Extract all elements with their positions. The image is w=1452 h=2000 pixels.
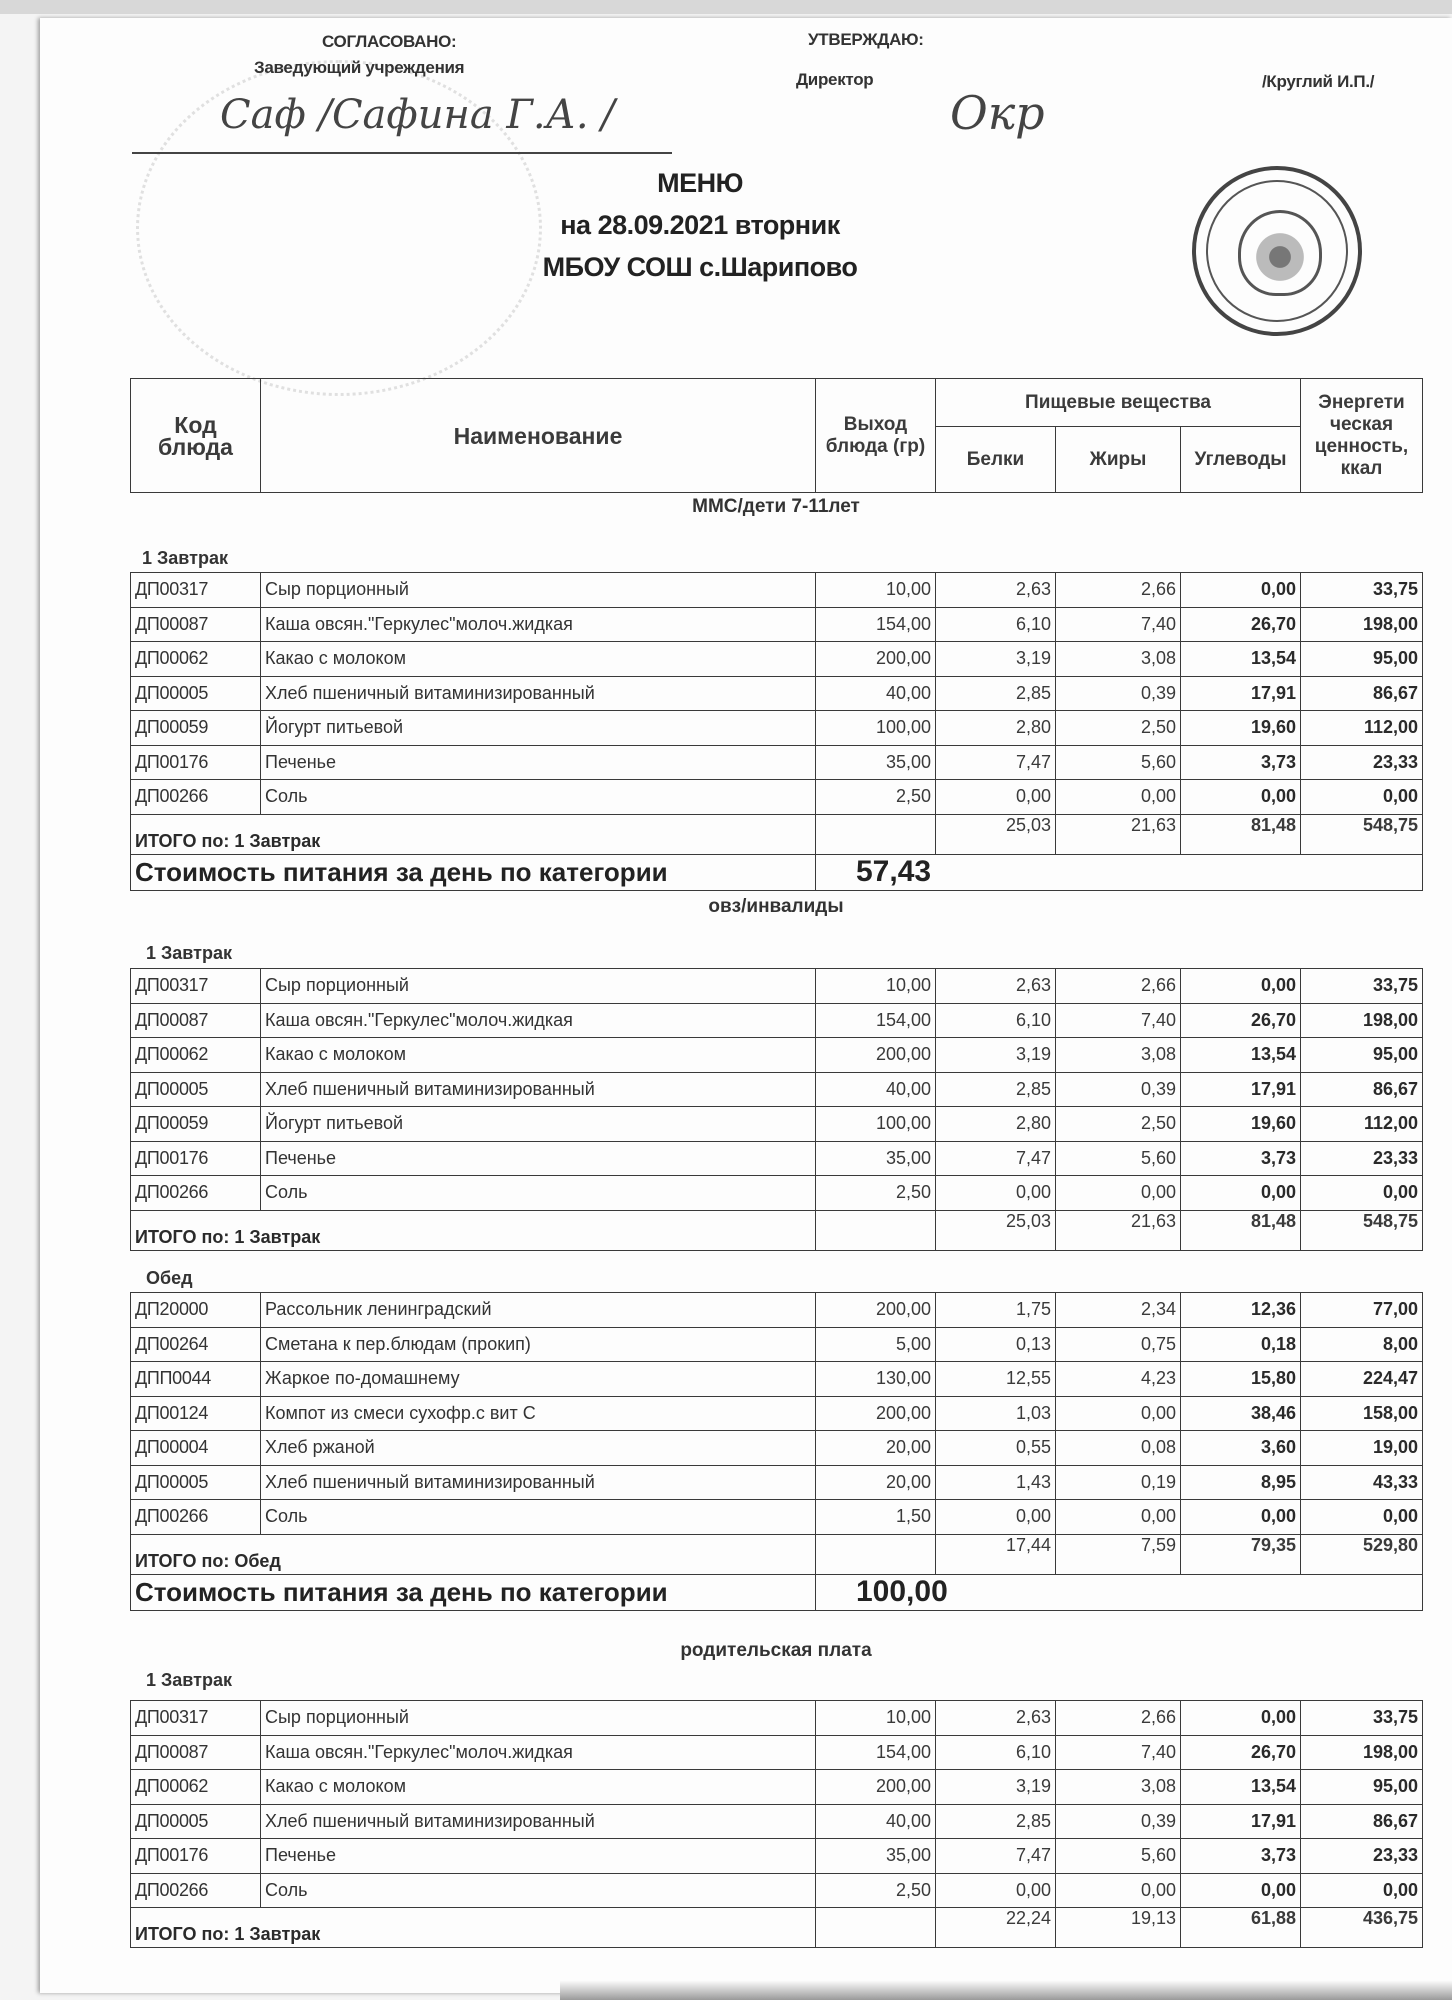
dish-carbs: 13,54 [1181, 1038, 1301, 1073]
agreed-signature: Саф /Сафина Г.А. / [220, 92, 615, 138]
dish-kcal: 0,00 [1301, 1873, 1423, 1908]
dish-output: 100,00 [816, 1107, 936, 1142]
dish-kcal: 158,00 [1301, 1396, 1423, 1431]
table-row [131, 1327, 1423, 1362]
agreed-label: СОГЛАСОВАНО: [322, 32, 457, 51]
table-row [131, 1873, 1423, 1908]
dish-carbs: 3,73 [1181, 1839, 1301, 1874]
dish-name: Соль [261, 1873, 816, 1908]
dish-code: ДП00266 [131, 1873, 261, 1908]
dish-carbs: 12,36 [1181, 1293, 1301, 1328]
total-row [131, 1210, 1423, 1250]
table-row [131, 711, 1423, 746]
menu-table [130, 1292, 1423, 1611]
dish-protein: 3,19 [936, 1770, 1056, 1805]
dish-kcal: 23,33 [1301, 1839, 1423, 1874]
table-row [131, 1141, 1423, 1176]
dish-code: ДП00004 [131, 1431, 261, 1466]
dish-code: ДП00266 [131, 780, 261, 815]
col-nutrients: Пищевые вещества [936, 379, 1301, 427]
dish-fat: 2,50 [1056, 1107, 1181, 1142]
total-carbs: 79,35 [1181, 1534, 1301, 1574]
dish-name: Сыр порционный [261, 969, 816, 1004]
dish-kcal: 86,67 [1301, 676, 1423, 711]
dish-fat: 2,50 [1056, 711, 1181, 746]
dish-fat: 0,19 [1056, 1465, 1181, 1500]
dish-fat: 0,00 [1056, 1873, 1181, 1908]
dish-output: 20,00 [816, 1465, 936, 1500]
meal-title: 1 Завтрак [146, 1670, 232, 1690]
meal-title: Обед [146, 1268, 193, 1288]
dish-fat: 0,00 [1056, 1500, 1181, 1535]
dish-fat: 4,23 [1056, 1362, 1181, 1397]
dish-carbs: 17,91 [1181, 1804, 1301, 1839]
dish-carbs: 26,70 [1181, 607, 1301, 642]
col-carbs: Углеводы [1181, 427, 1301, 493]
meal-title: 1 Завтрак [146, 943, 232, 963]
dish-kcal: 77,00 [1301, 1293, 1423, 1328]
cost-value: 100,00 [816, 1574, 1423, 1610]
category-title: ММС/дети 7-11лет [692, 496, 860, 517]
total-protein: 17,44 [936, 1534, 1056, 1574]
table-row [131, 1396, 1423, 1431]
dish-output: 2,50 [816, 1873, 936, 1908]
dish-kcal: 33,75 [1301, 969, 1423, 1004]
total-carbs: 61,88 [1181, 1908, 1301, 1948]
dish-name: Хлеб пшеничный витаминизированный [261, 1804, 816, 1839]
dish-carbs: 19,60 [1181, 711, 1301, 746]
dish-code: ДП00059 [131, 1107, 261, 1142]
col-energy: Энергети ческая ценность, ккал [1301, 379, 1423, 493]
dish-output: 154,00 [816, 1735, 936, 1770]
dish-protein: 1,43 [936, 1465, 1056, 1500]
dish-fat: 0,39 [1056, 1072, 1181, 1107]
dish-protein: 2,85 [936, 1072, 1056, 1107]
dish-fat: 0,00 [1056, 1396, 1181, 1431]
dish-kcal: 23,33 [1301, 1141, 1423, 1176]
table-row [131, 1431, 1423, 1466]
dish-fat: 7,40 [1056, 1735, 1181, 1770]
dish-carbs: 19,60 [1181, 1107, 1301, 1142]
dish-name: Печенье [261, 745, 816, 780]
dish-fat: 2,66 [1056, 1701, 1181, 1736]
dish-protein: 2,63 [936, 573, 1056, 608]
dish-carbs: 0,00 [1181, 780, 1301, 815]
table-row [131, 1500, 1423, 1535]
total-row [131, 1908, 1423, 1948]
dish-protein: 12,55 [936, 1362, 1056, 1397]
table-row [131, 1003, 1423, 1038]
dish-code: ДП00124 [131, 1396, 261, 1431]
dish-name: Каша овсян."Геркулес"молоч.жидкая [261, 1735, 816, 1770]
dish-code: ДП20000 [131, 1293, 261, 1328]
col-protein: Белки [936, 427, 1056, 493]
dish-code: ДП00087 [131, 1735, 261, 1770]
dish-name: Йогурт питьевой [261, 1107, 816, 1142]
dish-carbs: 17,91 [1181, 676, 1301, 711]
dish-kcal: 0,00 [1301, 780, 1423, 815]
dish-carbs: 0,00 [1181, 1500, 1301, 1535]
dish-output: 35,00 [816, 1839, 936, 1874]
dish-code: ДП00176 [131, 1141, 261, 1176]
dish-protein: 7,47 [936, 745, 1056, 780]
dish-kcal: 112,00 [1301, 711, 1423, 746]
dish-protein: 7,47 [936, 1839, 1056, 1874]
dish-name: Хлеб ржаной [261, 1431, 816, 1466]
dish-code: ДП00317 [131, 1701, 261, 1736]
dish-code: ДПП0044 [131, 1362, 261, 1397]
dish-code: ДП00176 [131, 745, 261, 780]
dish-kcal: 224,47 [1301, 1362, 1423, 1397]
dish-name: Йогурт питьевой [261, 711, 816, 746]
dish-name: Жаркое по-домашнему [261, 1362, 816, 1397]
category-title: овз/инвалиды [708, 896, 844, 917]
total-row [131, 814, 1423, 854]
signature-line [132, 152, 672, 154]
menu-table [130, 1700, 1423, 1948]
cost-label: Стоимость питания за день по категории [131, 854, 816, 890]
dish-protein: 2,63 [936, 1701, 1056, 1736]
dish-kcal: 8,00 [1301, 1327, 1423, 1362]
dish-protein: 6,10 [936, 607, 1056, 642]
total-output [816, 1534, 936, 1574]
dish-protein: 7,47 [936, 1141, 1056, 1176]
dish-code: ДП00005 [131, 676, 261, 711]
dish-kcal: 33,75 [1301, 1701, 1423, 1736]
dish-carbs: 26,70 [1181, 1003, 1301, 1038]
dish-carbs: 0,00 [1181, 1176, 1301, 1211]
dish-name: Каша овсян."Геркулес"молоч.жидкая [261, 607, 816, 642]
dish-fat: 0,08 [1056, 1431, 1181, 1466]
dish-output: 40,00 [816, 1804, 936, 1839]
dish-output: 1,50 [816, 1500, 936, 1535]
dish-name: Какао с молоком [261, 642, 816, 677]
dish-kcal: 86,67 [1301, 1072, 1423, 1107]
dish-code: ДП00176 [131, 1839, 261, 1874]
table-row [131, 1804, 1423, 1839]
dish-protein: 0,13 [936, 1327, 1056, 1362]
dish-output: 200,00 [816, 1396, 936, 1431]
total-fat: 19,13 [1056, 1908, 1181, 1948]
total-output [816, 814, 936, 854]
dish-protein: 3,19 [936, 642, 1056, 677]
dish-carbs: 0,00 [1181, 969, 1301, 1004]
agreed-position: Заведующий учреждения [254, 58, 465, 77]
dish-name: Сыр порционный [261, 573, 816, 608]
dish-fat: 0,75 [1056, 1327, 1181, 1362]
dish-fat: 3,08 [1056, 1770, 1181, 1805]
dish-kcal: 19,00 [1301, 1431, 1423, 1466]
dish-name: Компот из смеси сухофр.с вит С [261, 1396, 816, 1431]
dish-carbs: 0,00 [1181, 1873, 1301, 1908]
dish-output: 2,50 [816, 780, 936, 815]
total-protein: 22,24 [936, 1908, 1056, 1948]
total-fat: 7,59 [1056, 1534, 1181, 1574]
dish-carbs: 38,46 [1181, 1396, 1301, 1431]
dish-carbs: 3,73 [1181, 1141, 1301, 1176]
total-carbs: 81,48 [1181, 1210, 1301, 1250]
dish-output: 200,00 [816, 1770, 936, 1805]
table-row [131, 1839, 1423, 1874]
dish-kcal: 95,00 [1301, 642, 1423, 677]
dish-fat: 3,08 [1056, 1038, 1181, 1073]
total-carbs: 81,48 [1181, 814, 1301, 854]
dish-code: ДП00087 [131, 1003, 261, 1038]
dish-kcal: 198,00 [1301, 1735, 1423, 1770]
dish-output: 10,00 [816, 573, 936, 608]
dish-name: Печенье [261, 1141, 816, 1176]
dish-kcal: 23,33 [1301, 745, 1423, 780]
dish-name: Каша овсян."Геркулес"молоч.жидкая [261, 1003, 816, 1038]
dish-carbs: 13,54 [1181, 1770, 1301, 1805]
table-row [131, 1107, 1423, 1142]
dish-protein: 6,10 [936, 1003, 1056, 1038]
total-label: ИТОГО по: 1 Завтрак [131, 1908, 816, 1948]
table-row [131, 1362, 1423, 1397]
dish-carbs: 3,60 [1181, 1431, 1301, 1466]
total-protein: 25,03 [936, 814, 1056, 854]
dish-output: 200,00 [816, 642, 936, 677]
table-row [131, 745, 1423, 780]
dish-kcal: 86,67 [1301, 1804, 1423, 1839]
dish-code: ДП00087 [131, 607, 261, 642]
total-label: ИТОГО по: Обед [131, 1534, 816, 1574]
dish-fat: 0,00 [1056, 1176, 1181, 1211]
table-row [131, 573, 1423, 608]
dish-protein: 0,00 [936, 1176, 1056, 1211]
total-label: ИТОГО по: 1 Завтрак [131, 1210, 816, 1250]
cost-label: Стоимость питания за день по категории [131, 1574, 816, 1610]
table-row [131, 1176, 1423, 1211]
dish-code: ДП00059 [131, 711, 261, 746]
cost-value: 57,43 [816, 854, 1423, 890]
table-row [131, 1293, 1423, 1328]
dish-protein: 1,03 [936, 1396, 1056, 1431]
dish-kcal: 33,75 [1301, 573, 1423, 608]
dish-name: Печенье [261, 1839, 816, 1874]
total-protein: 25,03 [936, 1210, 1056, 1250]
dish-kcal: 112,00 [1301, 1107, 1423, 1142]
dish-carbs: 0,00 [1181, 573, 1301, 608]
dish-fat: 7,40 [1056, 1003, 1181, 1038]
dish-protein: 0,00 [936, 1873, 1056, 1908]
dish-name: Сыр порционный [261, 1701, 816, 1736]
school-name: МБОУ СОШ с.Шарипово [542, 252, 858, 282]
dish-name: Рассольник ленинградский [261, 1293, 816, 1328]
dish-output: 40,00 [816, 676, 936, 711]
dish-carbs: 15,80 [1181, 1362, 1301, 1397]
menu-table-header [130, 378, 1423, 493]
dish-protein: 0,00 [936, 780, 1056, 815]
table-row [131, 1735, 1423, 1770]
dish-fat: 5,60 [1056, 1141, 1181, 1176]
dish-code: ДП00062 [131, 642, 261, 677]
dish-protein: 6,10 [936, 1735, 1056, 1770]
dish-code: ДП00005 [131, 1804, 261, 1839]
total-row [131, 1534, 1423, 1574]
dish-code: ДП00005 [131, 1072, 261, 1107]
menu-title: МЕНЮ [657, 168, 743, 198]
dish-protein: 2,85 [936, 1804, 1056, 1839]
dish-name: Хлеб пшеничный витаминизированный [261, 1072, 816, 1107]
dish-fat: 7,40 [1056, 607, 1181, 642]
dish-code: ДП00264 [131, 1327, 261, 1362]
table-row [131, 969, 1423, 1004]
dish-name: Соль [261, 1500, 816, 1535]
dish-fat: 3,08 [1056, 642, 1181, 677]
dish-carbs: 26,70 [1181, 1735, 1301, 1770]
dish-kcal: 0,00 [1301, 1500, 1423, 1535]
dish-kcal: 0,00 [1301, 1176, 1423, 1211]
scan-top-edge [0, 0, 1452, 14]
dish-protein: 2,80 [936, 1107, 1056, 1142]
total-kcal: 548,75 [1301, 1210, 1423, 1250]
total-fat: 21,63 [1056, 1210, 1181, 1250]
dish-name: Какао с молоком [261, 1770, 816, 1805]
dish-code: ДП00005 [131, 1465, 261, 1500]
dish-output: 154,00 [816, 607, 936, 642]
total-fat: 21,63 [1056, 814, 1181, 854]
table-row [131, 642, 1423, 677]
dish-fat: 5,60 [1056, 745, 1181, 780]
dish-fat: 2,66 [1056, 969, 1181, 1004]
dish-output: 200,00 [816, 1293, 936, 1328]
total-output [816, 1210, 936, 1250]
dish-fat: 0,39 [1056, 1804, 1181, 1839]
total-kcal: 436,75 [1301, 1908, 1423, 1948]
dish-output: 100,00 [816, 711, 936, 746]
table-row [131, 1072, 1423, 1107]
total-label: ИТОГО по: 1 Завтрак [131, 814, 816, 854]
dish-output: 5,00 [816, 1327, 936, 1362]
dish-protein: 1,75 [936, 1293, 1056, 1328]
table-row [131, 607, 1423, 642]
table-row [131, 1465, 1423, 1500]
dish-code: ДП00062 [131, 1770, 261, 1805]
col-name: Наименование [261, 379, 816, 493]
dish-code: ДП00062 [131, 1038, 261, 1073]
dish-carbs: 3,73 [1181, 745, 1301, 780]
dish-output: 200,00 [816, 1038, 936, 1073]
cost-row [131, 854, 1423, 890]
dish-carbs: 0,00 [1181, 1701, 1301, 1736]
dish-fat: 2,34 [1056, 1293, 1181, 1328]
total-kcal: 529,80 [1301, 1534, 1423, 1574]
dish-kcal: 198,00 [1301, 1003, 1423, 1038]
dish-name: Хлеб пшеничный витаминизированный [261, 1465, 816, 1500]
meal-title: 1 Завтрак [142, 548, 228, 568]
dish-carbs: 13,54 [1181, 642, 1301, 677]
dish-name: Какао с молоком [261, 1038, 816, 1073]
dish-protein: 2,80 [936, 711, 1056, 746]
approve-position: Директор [796, 70, 874, 89]
dish-fat: 0,00 [1056, 780, 1181, 815]
approve-label: УТВЕРЖДАЮ: [808, 30, 924, 49]
dish-output: 40,00 [816, 1072, 936, 1107]
dish-kcal: 43,33 [1301, 1465, 1423, 1500]
dish-carbs: 17,91 [1181, 1072, 1301, 1107]
table-row [131, 1038, 1423, 1073]
dish-output: 10,00 [816, 1701, 936, 1736]
table-row [131, 676, 1423, 711]
dish-protein: 3,19 [936, 1038, 1056, 1073]
col-output: Выход блюда (гр) [816, 379, 936, 493]
dish-output: 35,00 [816, 745, 936, 780]
dish-fat: 0,39 [1056, 676, 1181, 711]
scan-bottom-edge [560, 1980, 1452, 2000]
dish-output: 20,00 [816, 1431, 936, 1466]
dish-fat: 5,60 [1056, 1839, 1181, 1874]
dish-code: ДП00266 [131, 1176, 261, 1211]
total-output [816, 1908, 936, 1948]
col-fat: Жиры [1056, 427, 1181, 493]
total-kcal: 548,75 [1301, 814, 1423, 854]
category-title: родительская плата [680, 1640, 872, 1661]
dish-protein: 0,55 [936, 1431, 1056, 1466]
table-row [131, 1701, 1423, 1736]
dish-name: Соль [261, 1176, 816, 1211]
approve-name: /Круглий И.П./ [1262, 72, 1375, 91]
cost-row [131, 1574, 1423, 1610]
dish-kcal: 95,00 [1301, 1038, 1423, 1073]
dish-code: ДП00266 [131, 1500, 261, 1535]
menu-table [130, 968, 1423, 1251]
dish-output: 154,00 [816, 1003, 936, 1038]
dish-code: ДП00317 [131, 969, 261, 1004]
approve-signature: Окр [950, 86, 1045, 140]
dish-output: 35,00 [816, 1141, 936, 1176]
menu-table [130, 572, 1423, 891]
table-row [131, 1770, 1423, 1805]
dish-name: Сметана к пер.блюдам (прокип) [261, 1327, 816, 1362]
dish-kcal: 95,00 [1301, 1770, 1423, 1805]
dish-kcal: 198,00 [1301, 607, 1423, 642]
dish-code: ДП00317 [131, 573, 261, 608]
dish-carbs: 0,18 [1181, 1327, 1301, 1362]
table-row [131, 780, 1423, 815]
dish-output: 2,50 [816, 1176, 936, 1211]
dish-name: Соль [261, 780, 816, 815]
dish-protein: 2,63 [936, 969, 1056, 1004]
dish-name: Хлеб пшеничный витаминизированный [261, 676, 816, 711]
dish-protein: 0,00 [936, 1500, 1056, 1535]
dish-output: 10,00 [816, 969, 936, 1004]
dish-protein: 2,85 [936, 676, 1056, 711]
dish-carbs: 8,95 [1181, 1465, 1301, 1500]
dish-output: 130,00 [816, 1362, 936, 1397]
menu-date: на 28.09.2021 вторник [560, 210, 840, 240]
dish-fat: 2,66 [1056, 573, 1181, 608]
col-code: Код блюда [131, 379, 261, 493]
official-seal-icon [1192, 166, 1362, 336]
